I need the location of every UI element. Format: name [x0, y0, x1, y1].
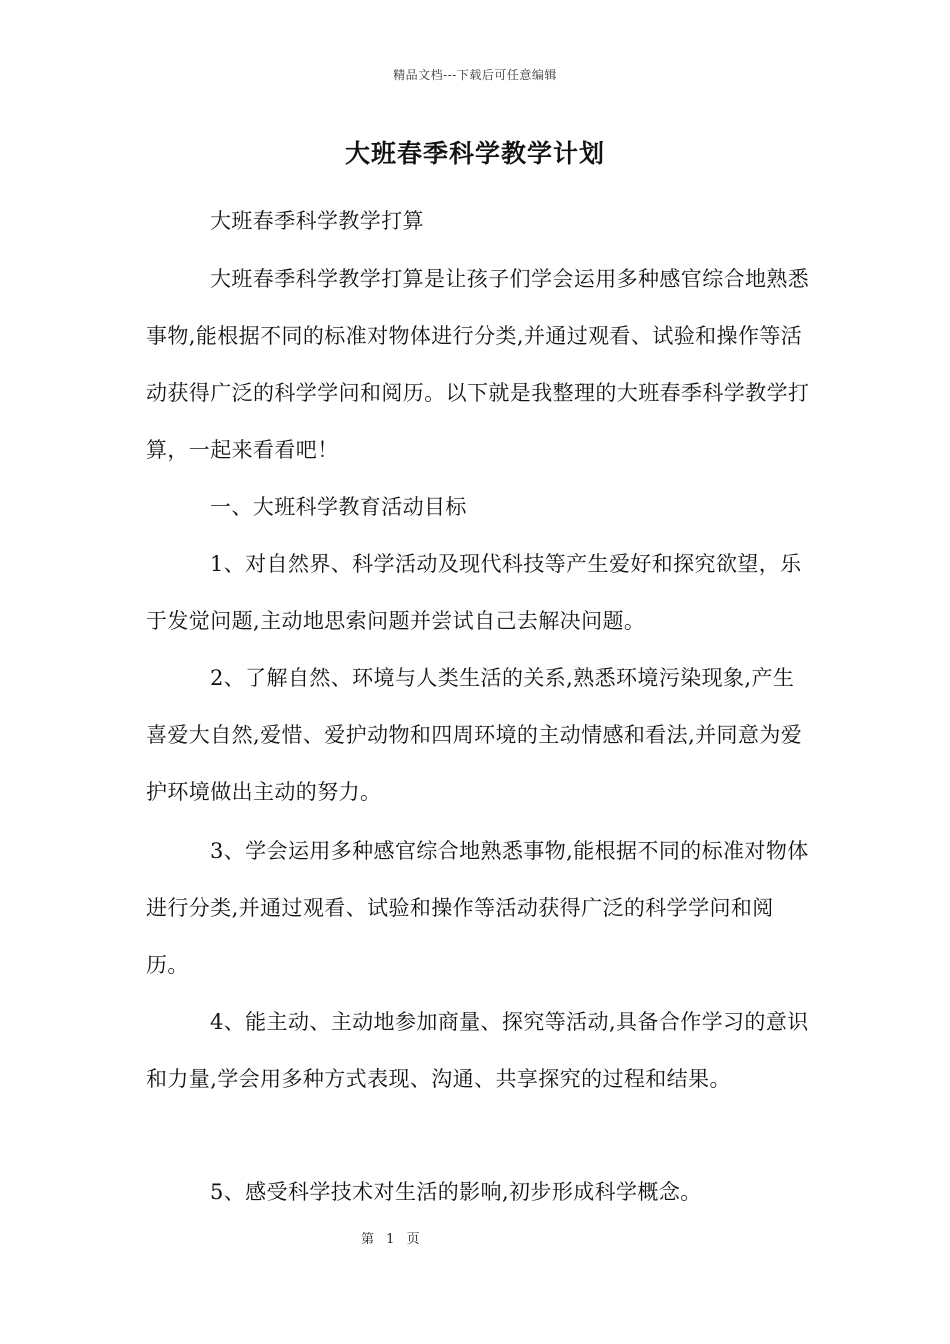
goal-item-2: 2、了解自然、环境与人类生活的关系,熟悉环境污染现象,产生喜爱大自然,爱惜、爱护动物和四周环境的主动情感和看法,并同意为爱护环境做出主动的努力。 [146, 666, 803, 804]
goal-item-1: 1、对自然界、科学活动及现代科技等产生爱好和探究欲望，乐于发觉问题,主动地思索问题并尝试自己去解决问题。 [146, 552, 802, 633]
header-note: 精品文档---下载后可任意编辑 [393, 68, 557, 82]
goal-item-3: 3、学会运用多种感官综合地熟悉事物,能根据不同的标准对物体进行分类,并通过观看、试验和操作等活动获得广泛的科学学问和阅历。 [146, 839, 809, 977]
goal-item-5: 5、感受科学技术对生活的影响,初步形成科学概念。 [210, 1180, 702, 1204]
page-number: 1 [386, 1232, 396, 1247]
footer-suffix: 页 [406, 1232, 421, 1247]
document-title: 大班春季科学教学计划 [344, 139, 605, 168]
intro-paragraph: 大班春季科学教学打算是让孩子们学会运用多种感官综合地熟悉事物,能根据不同的标准对物体进行分类,并通过观看、试验和操作等活动获得广泛的科学学问和阅历。以下就是我整理的大班春季科学教学打算，一起来看看吧！ [146, 267, 810, 462]
page-footer [358, 1228, 424, 1247]
footer-prefix: 第 [361, 1232, 376, 1247]
subtitle-paragraph: 大班春季科学教学打算 [210, 209, 424, 233]
goal-item-4: 4、能主动、主动地参加商量、探究等活动,具备合作学习的意识和力量,学会用多种方式表现、沟通、共享探究的过程和结果。 [146, 1010, 809, 1091]
section-heading: 一、大班科学教育活动目标 [210, 495, 467, 519]
